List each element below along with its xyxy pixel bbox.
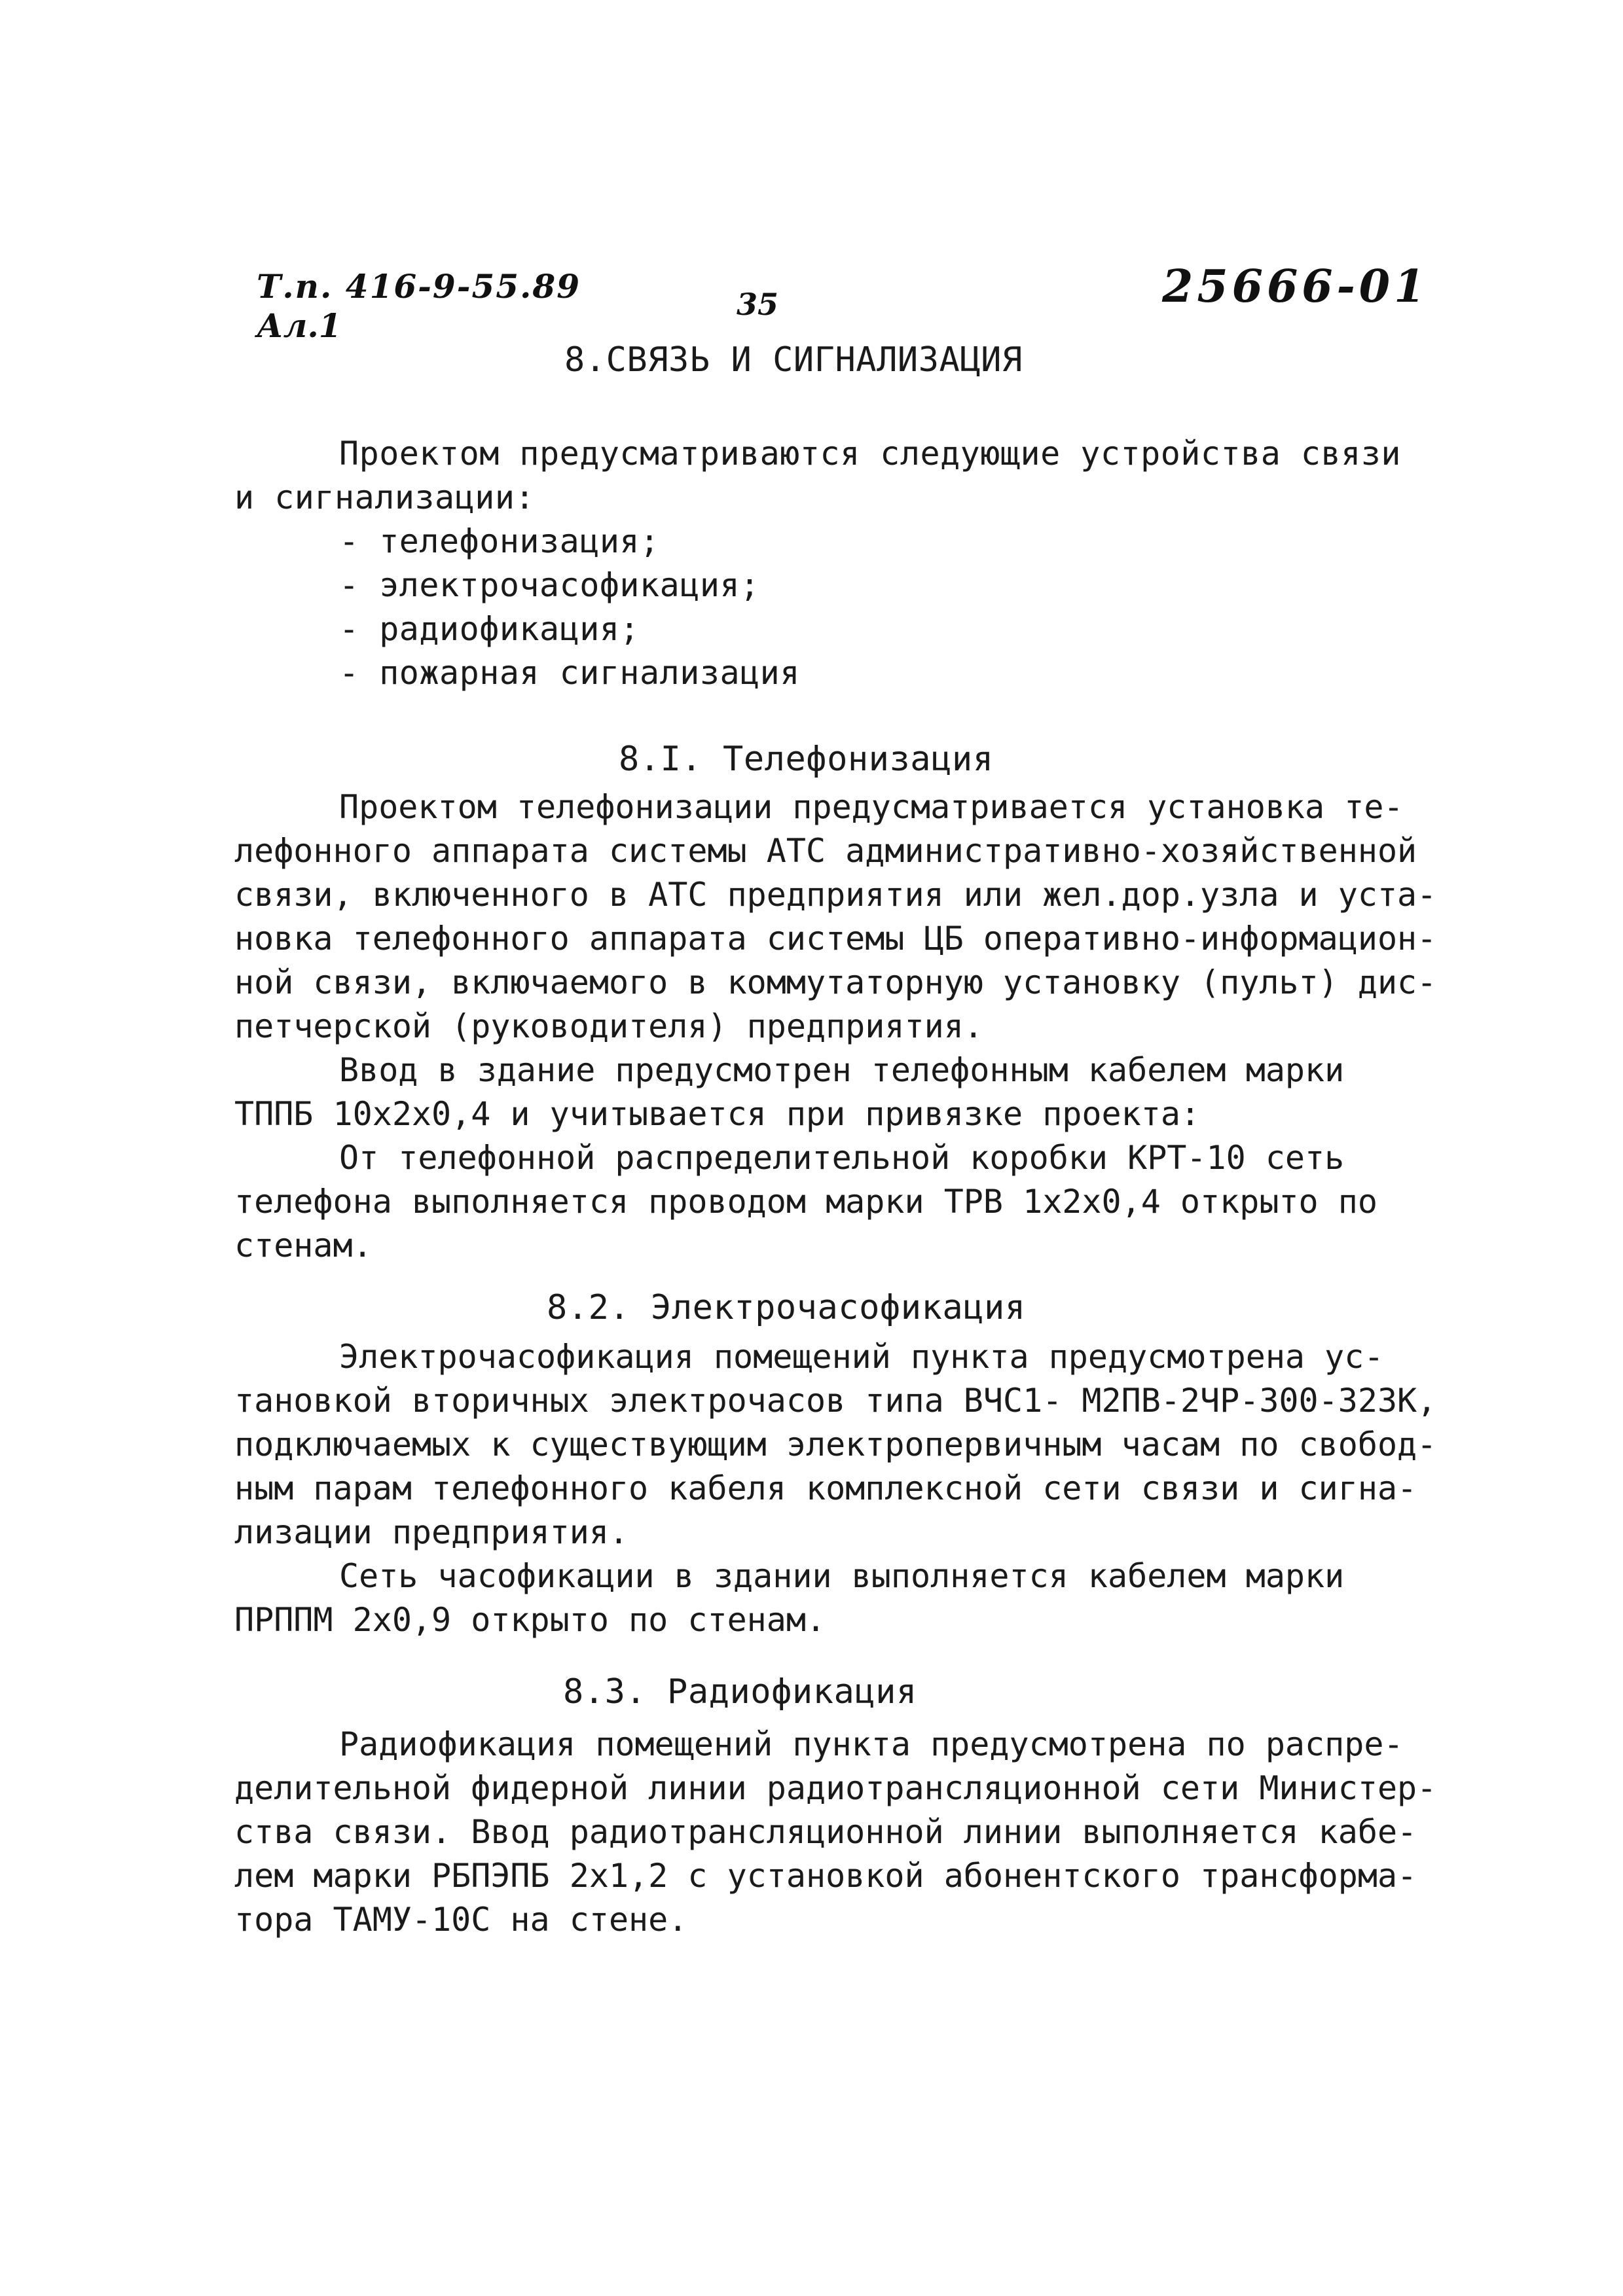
list-item: - электрочасофикация; [339,566,760,604]
text-line: ным парам телефонного кабеля комплексной сети связи и сигна- [234,1469,1417,1507]
text-line: ТППБ 10х2х0,4 и учитывается при привязке проекта: [234,1095,1201,1133]
text-line: ПРППМ 2х0,9 открыто по стенам. [234,1601,826,1639]
paragraph-radio [234,1723,1437,1942]
intro-line: Проектом предусматриваются следующие устройства связи [339,435,1401,473]
text-line: делительной фидерной линии радиотрансляционной сети Министер- [234,1769,1437,1807]
document-code: Т.п. 416-9-55.89 [257,267,581,306]
paragraph-telephony-1 [234,785,1437,1268]
text-line: Радиофикация помещений пункта предусмотрена по распре- [339,1725,1404,1763]
text-line: лизации предприятия. [234,1513,629,1551]
document-sheet: Ал.1 [257,306,342,345]
text-line: Ввод в здание предусмотрен телефонным кабелем марки [339,1051,1345,1089]
paragraph-clocks [234,1335,1437,1642]
text-line: петчерской (руководителя) предприятия. [234,1007,983,1045]
intro-line: и сигнализации: [234,478,536,516]
text-line: новка телефонного аппарата системы ЦБ оперативно-информацион- [234,920,1437,958]
list-item: - телефонизация; [339,522,660,560]
text-line: телефона выполняется проводом марки ТРВ 1х2х0,4 открыто по [234,1183,1377,1221]
list-item: - радиофикация; [339,610,640,648]
text-line: подключаемых к существующим электропервичным часам по свобод- [234,1426,1437,1463]
subsection-title: 8.3. Радиофикация [563,1672,917,1712]
text-line: ной связи, включаемого в коммутаторную установку (пульт) дис- [234,963,1437,1001]
text-line: Проектом телефонизации предусматривается установка те- [339,788,1404,826]
text-line: Электрочасофикация помещений пункта предусмотрена ус- [339,1338,1384,1376]
text-line: тановкой вторичных электрочасов типа ВЧС1- М2ПВ-2ЧР-300-323К, [234,1382,1437,1420]
document-number: 25666-01 [1162,260,1429,313]
text-line: От телефонной распределительной коробки КРТ-10 сеть [339,1139,1345,1177]
page-number: 35 [737,287,779,322]
text-line: стенам. [234,1227,373,1265]
subsection-title: 8.2. Электрочасофикация [547,1288,1026,1327]
text-line: лефонного аппарата системы АТС административно-хозяйственной [234,832,1417,870]
text-line: Сеть часофикации в здании выполняется кабелем марки [339,1557,1345,1595]
list-item: - пожарная сигнализация [339,654,800,692]
subsection-title: 8.I. Телефонизация [619,740,994,779]
text-line: ства связи. Ввод радиотрансляционной линии выполняется кабе- [234,1813,1417,1851]
section-title: 8.СВЯЗЬ И СИГНАЛИЗАЦИЯ [564,340,1023,380]
text-line: связи, включенного в АТС предприятия или жел.дор.узла и уста- [234,876,1437,914]
text-line: тора ТАМУ-10С на стене. [234,1901,688,1939]
text-line: лем марки РБПЭПБ 2х1,2 с установкой абонентского трансформа- [234,1857,1417,1895]
